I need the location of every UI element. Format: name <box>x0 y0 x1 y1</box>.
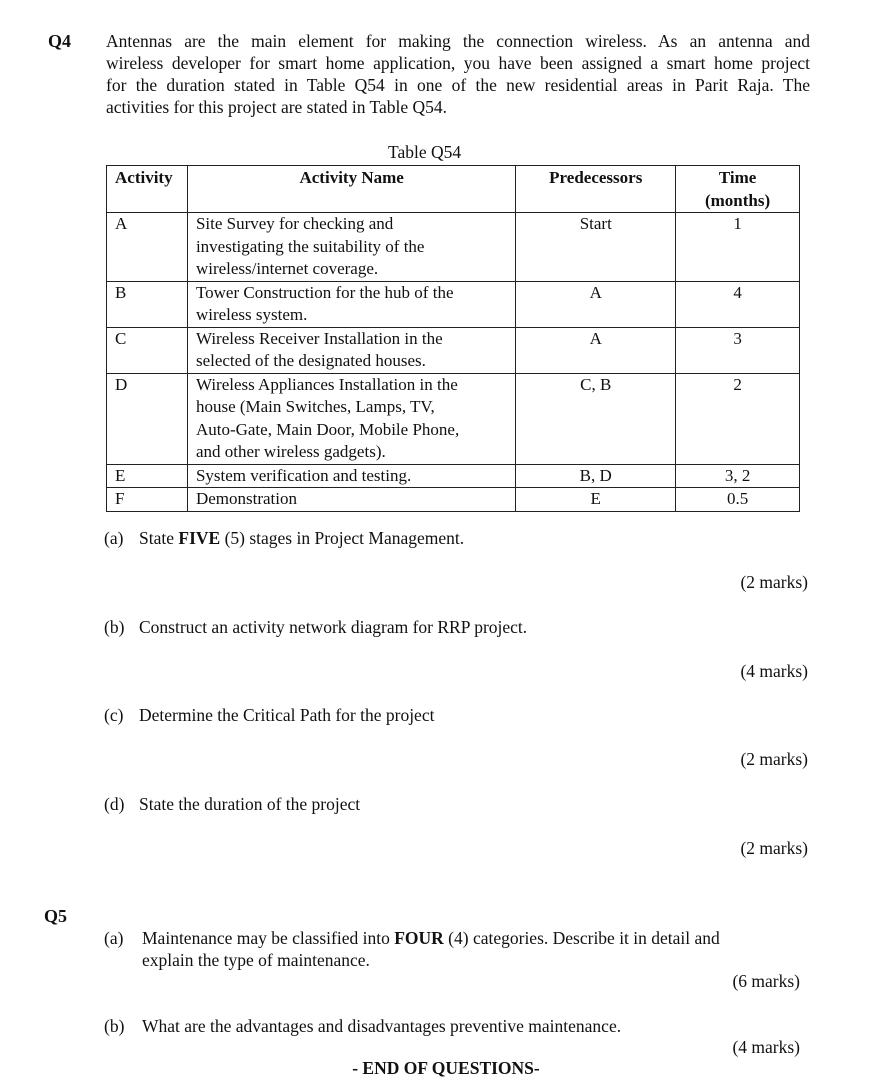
question-4-number: Q4 <box>48 31 72 51</box>
part-text: explain the type of maintenance. <box>142 950 370 970</box>
q5-part-b <box>104 1015 794 1037</box>
header-time-line1: Time <box>718 168 757 187</box>
part-label: (c) <box>104 705 124 725</box>
cell-activity-name <box>187 373 515 464</box>
header-activity: Activity <box>107 166 188 213</box>
intro-line: activities for this project are stated in Table Q54. <box>106 97 448 117</box>
part-label: (b) <box>104 617 125 637</box>
part-text: What are the advantages and disadvantages preventive maintenance. <box>142 1016 622 1036</box>
cell-predecessors: C, B <box>516 373 676 464</box>
cell-activity-name <box>187 488 515 512</box>
cell-time: 1 <box>676 213 800 282</box>
header-time <box>676 166 800 213</box>
name-line: Wireless Appliances Installation in the <box>195 374 458 394</box>
cell-time: 3, 2 <box>676 464 800 488</box>
part-text-block <box>142 1015 794 1037</box>
part-text: (4) categories. Describe it in detail and <box>443 928 720 948</box>
q4-part-c <box>104 704 434 726</box>
header-activity-name: Activity Name <box>187 166 515 213</box>
name-line: Auto-Gate, Main Door, Mobile Phone, <box>195 419 460 439</box>
cell-time: 2 <box>676 373 800 464</box>
intro-line: wireless developer for smart home application, you have been assigned a smart home project <box>106 53 810 73</box>
name-line: house (Main Switches, Lamps, TV, <box>195 397 435 416</box>
q4-part-b <box>104 616 527 638</box>
table-row <box>107 373 800 464</box>
name-line: selected of the designated houses. <box>195 351 426 370</box>
cell-time: 0.5 <box>676 488 800 512</box>
cell-activity-name <box>187 464 515 488</box>
cell-activity-name <box>187 213 515 282</box>
marks-label: (4 marks) <box>740 661 808 681</box>
name-line: Wireless Receiver Installation in the <box>195 328 443 348</box>
marks-label: (6 marks) <box>732 971 800 991</box>
cell-predecessors: Start <box>516 213 676 282</box>
cell-time: 3 <box>676 327 800 373</box>
table-row <box>107 327 800 373</box>
header-predecessors: Predecessors <box>516 166 676 213</box>
cell-activity: C <box>107 327 188 373</box>
table-row <box>107 464 800 488</box>
table-row <box>107 281 800 327</box>
name-line: Tower Construction for the hub of the <box>195 282 454 302</box>
part-label: (a) <box>104 528 124 548</box>
part-text: State <box>139 528 179 548</box>
part-text: Construct an activity network diagram for RRP project. <box>139 617 528 637</box>
cell-activity: F <box>107 488 188 512</box>
activity-table <box>106 165 800 512</box>
name-line: Site Survey for checking and <box>195 214 394 233</box>
part-text-bold: FOUR <box>394 928 444 948</box>
part-text: State the duration of the project <box>139 794 361 814</box>
cell-activity: D <box>107 373 188 464</box>
name-line: and other wireless gadgets). <box>195 442 386 461</box>
marks-label: (2 marks) <box>740 838 808 858</box>
q4-part-a <box>104 527 464 549</box>
part-label: (b) <box>104 1016 125 1036</box>
table-row <box>107 213 800 282</box>
table-row <box>107 488 800 512</box>
name-line: System verification and testing. <box>195 465 412 485</box>
question-5-number: Q5 <box>44 906 68 926</box>
header-time-line2: (months) <box>704 190 771 210</box>
name-line: Demonstration <box>195 489 297 508</box>
marks-label: (4 marks) <box>732 1037 800 1057</box>
cell-time: 4 <box>676 281 800 327</box>
cell-activity-name <box>187 281 515 327</box>
cell-predecessors: E <box>516 488 676 512</box>
marks-label: (2 marks) <box>740 572 808 592</box>
q5-part-a <box>104 927 794 971</box>
cell-activity-name <box>187 327 515 373</box>
part-text: Determine the Critical Path for the project <box>139 705 435 725</box>
question-4-intro <box>106 30 810 118</box>
q4-part-d <box>104 793 360 815</box>
cell-predecessors: B, D <box>516 464 676 488</box>
intro-line: Antennas are the main element for making the connection wireless. As an antenna and <box>106 31 810 51</box>
cell-activity: B <box>107 281 188 327</box>
part-label: (d) <box>104 794 125 814</box>
cell-predecessors: A <box>516 327 676 373</box>
cell-activity: A <box>107 213 188 282</box>
end-of-questions: - END OF QUESTIONS- <box>352 1058 540 1078</box>
cell-activity: E <box>107 464 188 488</box>
marks-label: (2 marks) <box>740 749 808 769</box>
table-caption: Table Q54 <box>388 142 462 162</box>
part-text-bold: FIVE <box>178 528 221 548</box>
name-line: wireless system. <box>195 305 308 324</box>
cell-predecessors: A <box>516 281 676 327</box>
part-label: (a) <box>104 928 124 948</box>
part-text: Maintenance may be classified into <box>142 928 395 948</box>
part-text: (5) stages in Project Management. <box>220 528 465 548</box>
name-line: investigating the suitability of the <box>195 236 425 256</box>
intro-line: for the duration stated in Table Q54 in one of the new residential areas in Parit Raja. The <box>106 75 810 95</box>
part-text-block <box>142 927 794 971</box>
name-line: wireless/internet coverage. <box>195 259 379 278</box>
table-header-row <box>107 166 800 213</box>
